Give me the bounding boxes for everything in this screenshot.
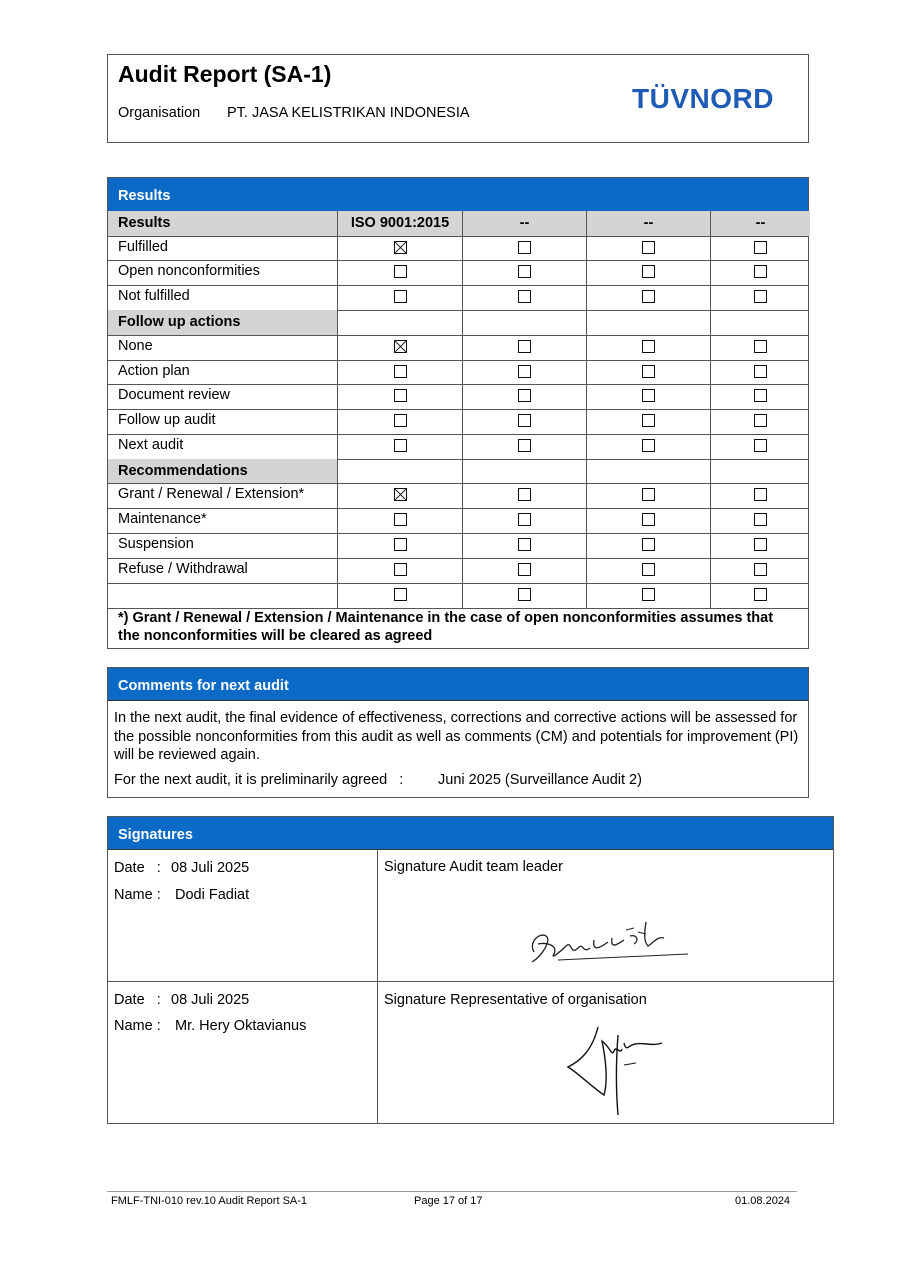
results-item-row [108,409,808,435]
column-header: Results [108,211,337,236]
next-audit-value: Juni 2025 (Surveillance Audit 2) [438,772,642,788]
check-cell [586,360,710,384]
date-value: 08 Juli 2025 [171,992,250,1008]
check-cell [337,583,462,608]
unchecked-checkbox[interactable] [518,365,531,378]
column-header: ISO 9001:2015 [337,211,462,236]
check-cell [337,508,462,533]
row-label: Follow up audit [118,412,216,428]
results-item-row [108,508,808,534]
results-section-bar [108,178,808,212]
check-cell [586,285,710,310]
check-cell [586,409,710,434]
check-cell [586,260,710,285]
check-cell [710,434,810,459]
signature-box [377,981,833,1124]
unchecked-checkbox[interactable] [518,538,531,551]
row-label: None [118,338,153,354]
signatures-section-bar [108,817,833,850]
check-cell [710,285,810,310]
row-label: Open nonconformities [118,263,260,279]
unchecked-checkbox[interactable] [642,241,655,254]
checked-checkbox[interactable] [394,241,407,254]
unchecked-checkbox[interactable] [642,488,655,501]
unchecked-checkbox[interactable] [394,389,407,402]
check-cell [337,558,462,583]
name-value: Dodi Fadiat [175,887,250,903]
results-item-row [108,360,808,385]
footer-form-code: FMLF-TNI-010 rev.10 Audit Report SA-1 [111,1195,308,1207]
unchecked-checkbox[interactable] [518,340,531,353]
row-label [108,583,337,608]
check-cell [586,583,710,608]
unchecked-checkbox[interactable] [394,513,407,526]
check-cell [462,409,586,434]
check-cell [337,434,462,459]
check-cell [462,459,586,483]
check-cell [337,360,462,384]
check-cell [462,236,586,260]
unchecked-checkbox[interactable] [754,265,767,278]
column-header: -- [462,211,586,236]
footer-divider [107,1191,797,1192]
check-cell [710,384,810,409]
name-label: Name : [114,887,161,903]
check-cell [710,558,810,583]
check-cell [337,285,462,310]
results-item-row [108,285,808,311]
check-cell [462,533,586,558]
unchecked-checkbox[interactable] [754,538,767,551]
column-header: -- [710,211,810,236]
signature-row-auditor [108,850,833,982]
unchecked-checkbox[interactable] [642,513,655,526]
check-cell [710,260,810,285]
row-label: Maintenance* [118,511,207,527]
check-cell [462,360,586,384]
report-header [107,54,809,143]
unchecked-checkbox[interactable] [394,265,407,278]
unchecked-checkbox[interactable] [754,563,767,576]
unchecked-checkbox[interactable] [754,439,767,452]
date-label: Date : [114,860,161,876]
check-cell [462,583,586,608]
check-cell [710,236,810,260]
check-cell [337,384,462,409]
check-cell [710,409,810,434]
name-value: Mr. Hery Oktavianus [175,1018,307,1034]
check-cell [586,384,710,409]
check-cell [337,533,462,558]
results-item-row [108,260,808,286]
logo-tuv-part: TÜV [632,83,690,114]
unchecked-checkbox[interactable] [394,290,407,303]
name-label: Name : [114,1018,161,1034]
section-label: Follow up actions [108,310,337,335]
check-cell [462,260,586,285]
checked-checkbox[interactable] [394,340,407,353]
footer-date: 01.08.2024 [735,1195,791,1207]
signature-details [108,981,377,1124]
next-audit-label: For the next audit, it is preliminarily agreed : [114,772,404,788]
row-label: Grant / Renewal / Extension* [118,486,305,502]
unchecked-checkbox[interactable] [518,488,531,501]
check-cell [586,236,710,260]
unchecked-checkbox[interactable] [394,439,407,452]
comments-section-title: Comments for next audit [118,678,289,694]
check-cell [462,483,586,508]
signature-box [377,850,833,981]
unchecked-checkbox[interactable] [642,340,655,353]
auditor-signature-image [518,912,708,972]
unchecked-checkbox[interactable] [518,241,531,254]
footer-page-number: Page 17 of 17 [414,1195,483,1207]
unchecked-checkbox[interactable] [642,439,655,452]
unchecked-checkbox[interactable] [642,365,655,378]
unchecked-checkbox[interactable] [394,588,407,601]
section-label: Recommendations [108,459,337,483]
column-header: -- [586,211,710,236]
unchecked-checkbox[interactable] [642,538,655,551]
check-cell [462,558,586,583]
signature-details [108,850,377,981]
comments-text: In the next audit, the final evidence of effectiveness, corrections and corrective actions will be assessed for the possible nonconformities from this audit as well as comments (CM) and potentials for improvement (PI) will be reviewed again. [114,710,799,763]
unchecked-checkbox[interactable] [642,414,655,427]
unchecked-checkbox[interactable] [518,588,531,601]
row-label: Action plan [118,363,190,379]
check-cell [586,434,710,459]
unchecked-checkbox[interactable] [754,414,767,427]
unchecked-checkbox[interactable] [754,389,767,402]
signatures-section [107,816,834,1124]
row-label: Not fulfilled [118,288,190,304]
check-cell [586,508,710,533]
check-cell [462,310,586,335]
unchecked-checkbox[interactable] [754,488,767,501]
comments-section-bar [108,668,808,701]
unchecked-checkbox[interactable] [518,439,531,452]
comments-section [107,667,809,798]
check-cell [462,335,586,360]
check-cell [337,335,462,360]
tuv-nord-logo [632,83,774,115]
results-item-row [108,483,808,509]
row-label: Document review [118,387,231,403]
check-cell [586,459,710,483]
check-cell [710,459,810,483]
check-cell [462,434,586,459]
unchecked-checkbox[interactable] [754,365,767,378]
unchecked-checkbox[interactable] [754,513,767,526]
results-item-row [108,236,808,261]
date-value: 08 Juli 2025 [171,860,250,876]
results-section-row [108,310,808,336]
unchecked-checkbox[interactable] [394,538,407,551]
unchecked-checkbox[interactable] [518,265,531,278]
signature-caption: Signature Audit team leader [384,859,563,875]
check-cell [710,335,810,360]
organisation-label: Organisation [118,105,201,121]
date-label: Date : [114,992,161,1008]
results-header-row [108,211,808,237]
results-item-row [108,533,808,559]
check-cell [462,508,586,533]
unchecked-checkbox[interactable] [754,290,767,303]
check-cell [710,483,810,508]
unchecked-checkbox[interactable] [518,513,531,526]
logo-nord-part: NORD [689,83,774,114]
results-section-row [108,459,808,484]
unchecked-checkbox[interactable] [394,414,407,427]
unchecked-checkbox[interactable] [642,265,655,278]
check-cell [337,409,462,434]
check-cell [337,236,462,260]
results-table [107,177,809,649]
check-cell [710,583,810,608]
representative-signature-image [562,1021,672,1121]
row-label: Suspension [118,536,194,552]
signature-caption: Signature Representative of organisation [384,992,647,1008]
unchecked-checkbox[interactable] [754,588,767,601]
signatures-section-title: Signatures [118,827,193,843]
unchecked-checkbox[interactable] [642,290,655,303]
check-cell [337,459,462,483]
unchecked-checkbox[interactable] [394,563,407,576]
check-cell [710,310,810,335]
results-item-row [108,335,808,361]
organisation-value: PT. JASA KELISTRIKAN INDONESIA [227,105,470,121]
signature-row-representative [108,981,833,1124]
unchecked-checkbox[interactable] [642,588,655,601]
check-cell [337,260,462,285]
results-item-row [108,558,808,584]
unchecked-checkbox[interactable] [642,389,655,402]
check-cell [710,508,810,533]
unchecked-checkbox[interactable] [518,290,531,303]
check-cell [586,483,710,508]
results-item-row [108,384,808,410]
checked-checkbox[interactable] [394,488,407,501]
row-label: Next audit [118,437,184,453]
results-note: *) Grant / Renewal / Extension / Maintenance in the case of open nonconformities assumes that the nonconformities will be cleared as agreed [118,610,774,644]
results-item-row [108,583,808,609]
unchecked-checkbox[interactable] [518,389,531,402]
check-cell [586,335,710,360]
check-cell [462,285,586,310]
check-cell [586,558,710,583]
unchecked-checkbox[interactable] [518,563,531,576]
unchecked-checkbox[interactable] [754,241,767,254]
row-label: Fulfilled [118,239,168,255]
unchecked-checkbox[interactable] [754,340,767,353]
check-cell [710,533,810,558]
page-title: Audit Report (SA-1) [118,61,332,87]
unchecked-checkbox[interactable] [642,563,655,576]
check-cell [337,310,462,335]
check-cell [586,310,710,335]
check-cell [462,384,586,409]
unchecked-checkbox[interactable] [518,414,531,427]
unchecked-checkbox[interactable] [394,365,407,378]
check-cell [710,360,810,384]
check-cell [586,533,710,558]
results-item-row [108,434,808,460]
check-cell [337,483,462,508]
results-section-title: Results [118,188,171,204]
row-label: Refuse / Withdrawal [118,561,248,577]
